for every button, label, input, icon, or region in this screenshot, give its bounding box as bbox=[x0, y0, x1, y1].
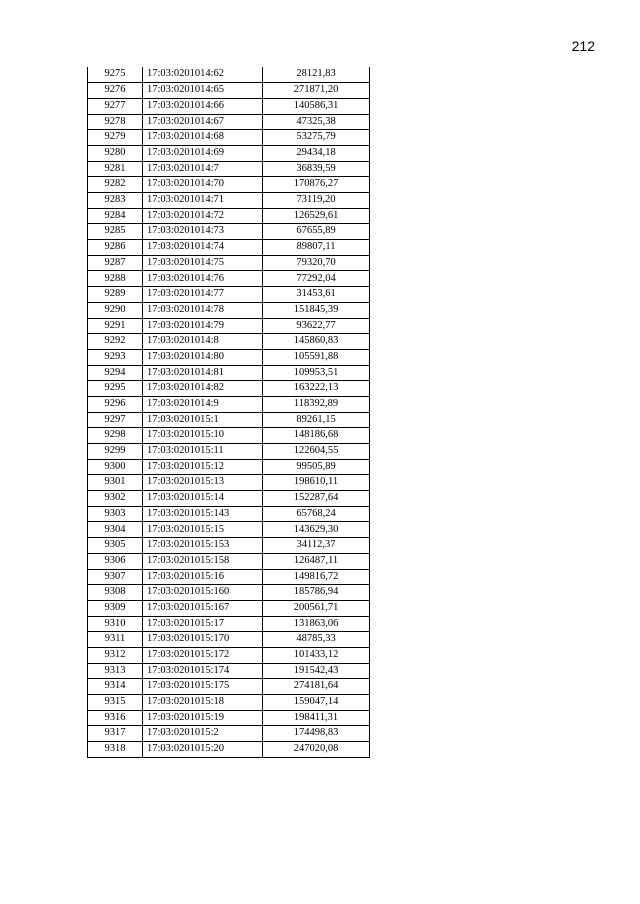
table-row bbox=[88, 679, 370, 695]
row-number-cell: 9309 bbox=[88, 600, 143, 616]
table-row bbox=[88, 695, 370, 711]
cadastral-number-cell: 17:03:0201015:19 bbox=[143, 710, 263, 726]
table-row bbox=[88, 428, 370, 444]
cadastral-number-cell: 17:03:0201014:7 bbox=[143, 161, 263, 177]
table-row bbox=[88, 459, 370, 475]
value-cell: 126487,11 bbox=[263, 553, 370, 569]
cadastral-number-cell: 17:03:0201015:17 bbox=[143, 616, 263, 632]
cadastral-number-cell: 17:03:0201015:16 bbox=[143, 569, 263, 585]
row-number-cell: 9307 bbox=[88, 569, 143, 585]
value-cell: 148186,68 bbox=[263, 428, 370, 444]
cadastral-value-table bbox=[87, 67, 370, 758]
cadastral-number-cell: 17:03:0201015:2 bbox=[143, 726, 263, 742]
value-cell: 28121,83 bbox=[263, 67, 370, 83]
table-row bbox=[88, 569, 370, 585]
table-row bbox=[88, 318, 370, 334]
table-row bbox=[88, 726, 370, 742]
value-cell: 140586,31 bbox=[263, 98, 370, 114]
table-row bbox=[88, 616, 370, 632]
cadastral-number-cell: 17:03:0201014:67 bbox=[143, 114, 263, 130]
cadastral-number-cell: 17:03:0201014:76 bbox=[143, 271, 263, 287]
value-cell: 118392,89 bbox=[263, 396, 370, 412]
row-number-cell: 9295 bbox=[88, 381, 143, 397]
row-number-cell: 9292 bbox=[88, 334, 143, 350]
row-number-cell: 9280 bbox=[88, 145, 143, 161]
table-row bbox=[88, 491, 370, 507]
table-body bbox=[88, 67, 370, 757]
value-cell: 34112,37 bbox=[263, 538, 370, 554]
cadastral-number-cell: 17:03:0201014:74 bbox=[143, 240, 263, 256]
row-number-cell: 9281 bbox=[88, 161, 143, 177]
value-cell: 122604,55 bbox=[263, 444, 370, 460]
cadastral-number-cell: 17:03:0201015:172 bbox=[143, 647, 263, 663]
value-cell: 36839,59 bbox=[263, 161, 370, 177]
cadastral-number-cell: 17:03:0201014:70 bbox=[143, 177, 263, 193]
row-number-cell: 9310 bbox=[88, 616, 143, 632]
cadastral-number-cell: 17:03:0201014:77 bbox=[143, 287, 263, 303]
cadastral-number-cell: 17:03:0201014:78 bbox=[143, 302, 263, 318]
value-cell: 247020,08 bbox=[263, 742, 370, 758]
value-cell: 79320,70 bbox=[263, 255, 370, 271]
row-number-cell: 9313 bbox=[88, 663, 143, 679]
table-row bbox=[88, 98, 370, 114]
cadastral-number-cell: 17:03:0201015:158 bbox=[143, 553, 263, 569]
value-cell: 89261,15 bbox=[263, 412, 370, 428]
cadastral-number-cell: 17:03:0201015:18 bbox=[143, 695, 263, 711]
cadastral-number-cell: 17:03:0201014:73 bbox=[143, 224, 263, 240]
table-row bbox=[88, 177, 370, 193]
value-cell: 143629,30 bbox=[263, 522, 370, 538]
table-row bbox=[88, 475, 370, 491]
value-cell: 105591,88 bbox=[263, 349, 370, 365]
row-number-cell: 9314 bbox=[88, 679, 143, 695]
cadastral-number-cell: 17:03:0201014:8 bbox=[143, 334, 263, 350]
cadastral-number-cell: 17:03:0201014:62 bbox=[143, 67, 263, 83]
value-cell: 109953,51 bbox=[263, 365, 370, 381]
table-row bbox=[88, 396, 370, 412]
cadastral-number-cell: 17:03:0201014:69 bbox=[143, 145, 263, 161]
table-row bbox=[88, 224, 370, 240]
table-row bbox=[88, 412, 370, 428]
cadastral-number-cell: 17:03:0201015:11 bbox=[143, 444, 263, 460]
row-number-cell: 9276 bbox=[88, 83, 143, 99]
value-cell: 191542,43 bbox=[263, 663, 370, 679]
row-number-cell: 9297 bbox=[88, 412, 143, 428]
row-number-cell: 9298 bbox=[88, 428, 143, 444]
cadastral-number-cell: 17:03:0201015:10 bbox=[143, 428, 263, 444]
table-row bbox=[88, 647, 370, 663]
value-cell: 198411,31 bbox=[263, 710, 370, 726]
value-cell: 163222,13 bbox=[263, 381, 370, 397]
row-number-cell: 9312 bbox=[88, 647, 143, 663]
cadastral-number-cell: 17:03:0201014:71 bbox=[143, 193, 263, 209]
value-cell: 31453,61 bbox=[263, 287, 370, 303]
table-row bbox=[88, 444, 370, 460]
table-row bbox=[88, 287, 370, 303]
row-number-cell: 9304 bbox=[88, 522, 143, 538]
table-row bbox=[88, 663, 370, 679]
row-number-cell: 9277 bbox=[88, 98, 143, 114]
value-cell: 29434,18 bbox=[263, 145, 370, 161]
row-number-cell: 9308 bbox=[88, 585, 143, 601]
value-cell: 101433,12 bbox=[263, 647, 370, 663]
row-number-cell: 9290 bbox=[88, 302, 143, 318]
row-number-cell: 9283 bbox=[88, 193, 143, 209]
value-cell: 48785,33 bbox=[263, 632, 370, 648]
value-cell: 200561,71 bbox=[263, 600, 370, 616]
row-number-cell: 9275 bbox=[88, 67, 143, 83]
row-number-cell: 9294 bbox=[88, 365, 143, 381]
table-row bbox=[88, 710, 370, 726]
cadastral-number-cell: 17:03:0201014:82 bbox=[143, 381, 263, 397]
value-cell: 159047,14 bbox=[263, 695, 370, 711]
table-row bbox=[88, 334, 370, 350]
table-row bbox=[88, 522, 370, 538]
table-row bbox=[88, 302, 370, 318]
value-cell: 131863,06 bbox=[263, 616, 370, 632]
row-number-cell: 9286 bbox=[88, 240, 143, 256]
row-number-cell: 9279 bbox=[88, 130, 143, 146]
cadastral-number-cell: 17:03:0201015:12 bbox=[143, 459, 263, 475]
table-row bbox=[88, 381, 370, 397]
row-number-cell: 9282 bbox=[88, 177, 143, 193]
value-cell: 65768,24 bbox=[263, 506, 370, 522]
cadastral-number-cell: 17:03:0201015:167 bbox=[143, 600, 263, 616]
table-row bbox=[88, 208, 370, 224]
cadastral-number-cell: 17:03:0201015:174 bbox=[143, 663, 263, 679]
value-cell: 77292,04 bbox=[263, 271, 370, 287]
value-cell: 149816,72 bbox=[263, 569, 370, 585]
row-number-cell: 9288 bbox=[88, 271, 143, 287]
value-cell: 145860,83 bbox=[263, 334, 370, 350]
value-cell: 151845,39 bbox=[263, 302, 370, 318]
row-number-cell: 9317 bbox=[88, 726, 143, 742]
table-row bbox=[88, 193, 370, 209]
table-row bbox=[88, 67, 370, 83]
cadastral-number-cell: 17:03:0201014:81 bbox=[143, 365, 263, 381]
row-number-cell: 9289 bbox=[88, 287, 143, 303]
cadastral-number-cell: 17:03:0201015:14 bbox=[143, 491, 263, 507]
cadastral-number-cell: 17:03:0201015:20 bbox=[143, 742, 263, 758]
table-row bbox=[88, 506, 370, 522]
row-number-cell: 9287 bbox=[88, 255, 143, 271]
value-cell: 174498,83 bbox=[263, 726, 370, 742]
row-number-cell: 9284 bbox=[88, 208, 143, 224]
cadastral-number-cell: 17:03:0201015:170 bbox=[143, 632, 263, 648]
row-number-cell: 9303 bbox=[88, 506, 143, 522]
cadastral-number-cell: 17:03:0201015:175 bbox=[143, 679, 263, 695]
row-number-cell: 9315 bbox=[88, 695, 143, 711]
table-row bbox=[88, 114, 370, 130]
row-number-cell: 9311 bbox=[88, 632, 143, 648]
value-cell: 271871,20 bbox=[263, 83, 370, 99]
cadastral-number-cell: 17:03:0201015:160 bbox=[143, 585, 263, 601]
cadastral-number-cell: 17:03:0201015:15 bbox=[143, 522, 263, 538]
table-row bbox=[88, 553, 370, 569]
cadastral-number-cell: 17:03:0201015:143 bbox=[143, 506, 263, 522]
row-number-cell: 9306 bbox=[88, 553, 143, 569]
cadastral-number-cell: 17:03:0201014:66 bbox=[143, 98, 263, 114]
cadastral-number-cell: 17:03:0201014:79 bbox=[143, 318, 263, 334]
cadastral-number-cell: 17:03:0201014:9 bbox=[143, 396, 263, 412]
value-cell: 99505,89 bbox=[263, 459, 370, 475]
value-cell: 185786,94 bbox=[263, 585, 370, 601]
cadastral-number-cell: 17:03:0201015:1 bbox=[143, 412, 263, 428]
table-row bbox=[88, 145, 370, 161]
row-number-cell: 9291 bbox=[88, 318, 143, 334]
value-cell: 170876,27 bbox=[263, 177, 370, 193]
table-row bbox=[88, 632, 370, 648]
value-cell: 93622,77 bbox=[263, 318, 370, 334]
table-row bbox=[88, 161, 370, 177]
cadastral-number-cell: 17:03:0201014:68 bbox=[143, 130, 263, 146]
row-number-cell: 9293 bbox=[88, 349, 143, 365]
value-cell: 126529,61 bbox=[263, 208, 370, 224]
cadastral-number-cell: 17:03:0201014:72 bbox=[143, 208, 263, 224]
value-cell: 89807,11 bbox=[263, 240, 370, 256]
page-number: 212 bbox=[571, 38, 595, 54]
row-number-cell: 9285 bbox=[88, 224, 143, 240]
row-number-cell: 9301 bbox=[88, 475, 143, 491]
table-row bbox=[88, 585, 370, 601]
table-row bbox=[88, 349, 370, 365]
cadastral-number-cell: 17:03:0201014:80 bbox=[143, 349, 263, 365]
value-cell: 47325,38 bbox=[263, 114, 370, 130]
value-cell: 198610,11 bbox=[263, 475, 370, 491]
row-number-cell: 9302 bbox=[88, 491, 143, 507]
row-number-cell: 9316 bbox=[88, 710, 143, 726]
value-cell: 152287,64 bbox=[263, 491, 370, 507]
cadastral-number-cell: 17:03:0201014:75 bbox=[143, 255, 263, 271]
table-row bbox=[88, 600, 370, 616]
row-number-cell: 9299 bbox=[88, 444, 143, 460]
row-number-cell: 9296 bbox=[88, 396, 143, 412]
row-number-cell: 9278 bbox=[88, 114, 143, 130]
cadastral-number-cell: 17:03:0201014:65 bbox=[143, 83, 263, 99]
table-row bbox=[88, 365, 370, 381]
table-row bbox=[88, 83, 370, 99]
table-row bbox=[88, 742, 370, 758]
table-row bbox=[88, 538, 370, 554]
row-number-cell: 9300 bbox=[88, 459, 143, 475]
row-number-cell: 9305 bbox=[88, 538, 143, 554]
table-row bbox=[88, 255, 370, 271]
table-row bbox=[88, 130, 370, 146]
row-number-cell: 9318 bbox=[88, 742, 143, 758]
value-cell: 73119,20 bbox=[263, 193, 370, 209]
value-cell: 53275,79 bbox=[263, 130, 370, 146]
table-row bbox=[88, 271, 370, 287]
cadastral-number-cell: 17:03:0201015:153 bbox=[143, 538, 263, 554]
value-cell: 274181,64 bbox=[263, 679, 370, 695]
cadastral-number-cell: 17:03:0201015:13 bbox=[143, 475, 263, 491]
value-cell: 67655,89 bbox=[263, 224, 370, 240]
table-row bbox=[88, 240, 370, 256]
